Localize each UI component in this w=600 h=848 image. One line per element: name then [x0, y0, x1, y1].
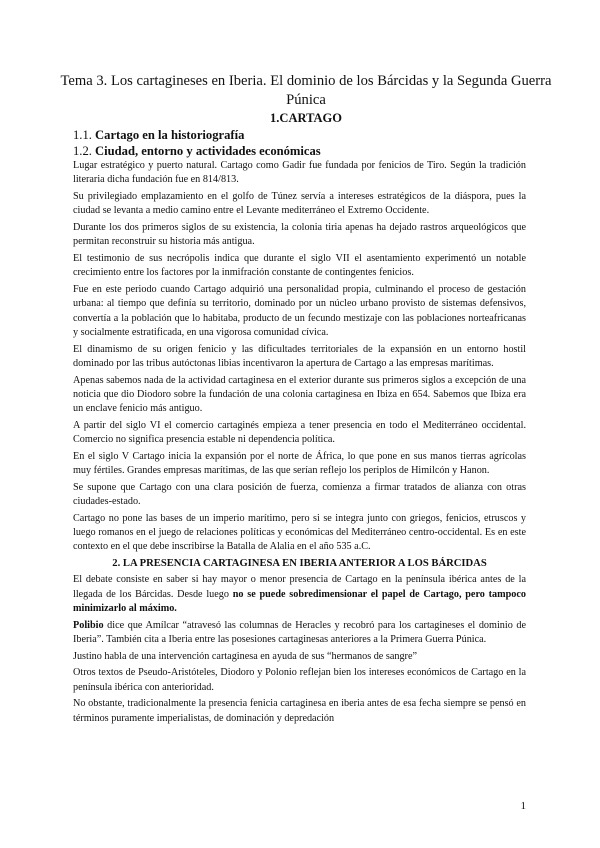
emphasis-text: Polibio: [73, 619, 104, 631]
document-title: [60, 72, 552, 125]
paragraph-text: El debate consiste en saber si hay mayor o menor presencia de Cartago en la península ibérica antes de la llegada de los Bárcidas. Desde luego: [73, 574, 526, 600]
paragraph: Cartago no pone las bases de un imperio marítimo, pero si se integra junto con griegos, fenicios, etruscos y luego romanos en el juego de relaciones políticas y económicas del Mediterráneo centro-occidental. Es en este contexto en el que debe inscribirse la Batalla de Alalia en el año 535 a.C.: [73, 512, 526, 553]
heading-1-2-text: Ciudad, entorno y actividades económicas: [95, 144, 321, 158]
paragraph: Lugar estratégico y puerto natural. Cartago como Gadir fue fundada por fenicios de Tiro. Según la tradición literaria dicha fundación fue en 814/813.: [73, 160, 526, 186]
paragraph: [73, 619, 526, 648]
paragraph: El dinamismo de su origen fenicio y las dificultades territoriales de la expansión en un entorno hostil dominado por las tribus autóctonas libias incentivaron la apertura de Cartago a las empresas marítimas.: [73, 343, 526, 369]
paragraph: Durante los dos primeros siglos de su existencia, la colonia tiria apenas ha dejado rastros arqueológicos que permitan reconstruir su historia más antigua.: [73, 221, 526, 248]
paragraph: Se supone que Cartago con una clara posición de fuerza, comienza a firmar tratados de alianza con otras ciudades-estado.: [73, 481, 526, 508]
paragraph: No obstante, tradicionalmente la presencia fenicia cartaginesa en iberia antes de esa fecha siempre se pensó en términos puramente imperialistas, de dominación y depredación: [73, 698, 526, 724]
heading-1-1-text: Cartago en la historiografía: [95, 128, 245, 142]
paragraph: Su privilegiado emplazamiento en el golfo de Túnez servía a intereses estratégicos de la diáspora, pues la ciudad se levanta a medio camino entre el Levante mediterráneo el Extremo Occidente.: [73, 190, 526, 217]
title-main: Tema 3. Los cartagineses en Iberia. El dominio de los Bárcidas y la Segunda Guerra Púnica: [60, 73, 552, 108]
heading-1-1: [73, 127, 526, 143]
paragraph: Justino habla de una intervención cartaginesa en ayuda de sus “hermanos de sangre”: [73, 650, 417, 662]
paragraph: Fue en este periodo cuando Cartago adquirió una personalidad propia, culminando el proceso de gestación urbana: al tiempo que definía su territorio, dominado por un núcleo urbano provisto de sistemas defensivos, convertía a la población que lo habitaba, producto de un fecundo mestizaje con las poblaciones norteafricanas y socialmente estratificada, en una vigorosa comunidad cívica.: [73, 283, 526, 338]
paragraph: A partir del siglo VI el comercio cartaginés empieza a tener presencia en todo el Mediterráneo occidental. Comercio no significa presencia estable ni dependencia política.: [73, 419, 526, 446]
emphasis-text: no se puede sobredimensionar el papel de Cartago, pero tampoco minimizarlo al máximo.: [73, 588, 526, 614]
paragraph: Apenas sabemos nada de la actividad cartaginesa en el exterior durante sus primeros siglos a excepción de una noticia que dio Diodoro sobre la fundación de una colonia cartaginesa en Ibiza en 654. Sabemos que Ibiza era un enclave fenicio más antiguo.: [73, 374, 526, 415]
heading-1-2: [73, 143, 526, 159]
section-heading-cartago: 1.CARTAGO: [270, 111, 342, 125]
heading-1-2-number: 1.2.: [73, 144, 92, 158]
heading-1-1-number: 1.1.: [73, 128, 92, 142]
paragraph-text: dice que Amílcar “atravesó las columnas de Heracles y recobró para los cartagineses el dominio de Iberia”. También cita a Iberia entre las posesiones cartaginesas anteriores a la Primera Guerra Púnica.: [73, 619, 526, 645]
document-body: [73, 127, 526, 728]
paragraph: Otros textos de Pseudo-Aristóteles, Diodoro y Polonio reflejan bien los intereses económicos de Cartago en la península ibérica con anterioridad.: [73, 667, 526, 693]
paragraph: En el siglo V Cartago inicia la expansión por el norte de África, lo que pone en sus manos tierras agrícolas muy fértiles. Grandes empresas marítimas, de las que serían reflejo los periplos de Himilcón y Hanon.: [73, 450, 526, 477]
section-2-heading: 2. LA PRESENCIA CARTAGINESA EN IBERIA ANTERIOR A LOS BÁRCIDAS: [112, 558, 487, 570]
paragraph: El testimonio de sus necrópolis indica que durante el siglo VII el asentamiento experimentó un notable crecimiento entre los factores por la inmifración constante de contingentes fenicios.: [73, 252, 526, 279]
page-number: 1: [520, 800, 526, 812]
paragraph: [73, 573, 526, 616]
